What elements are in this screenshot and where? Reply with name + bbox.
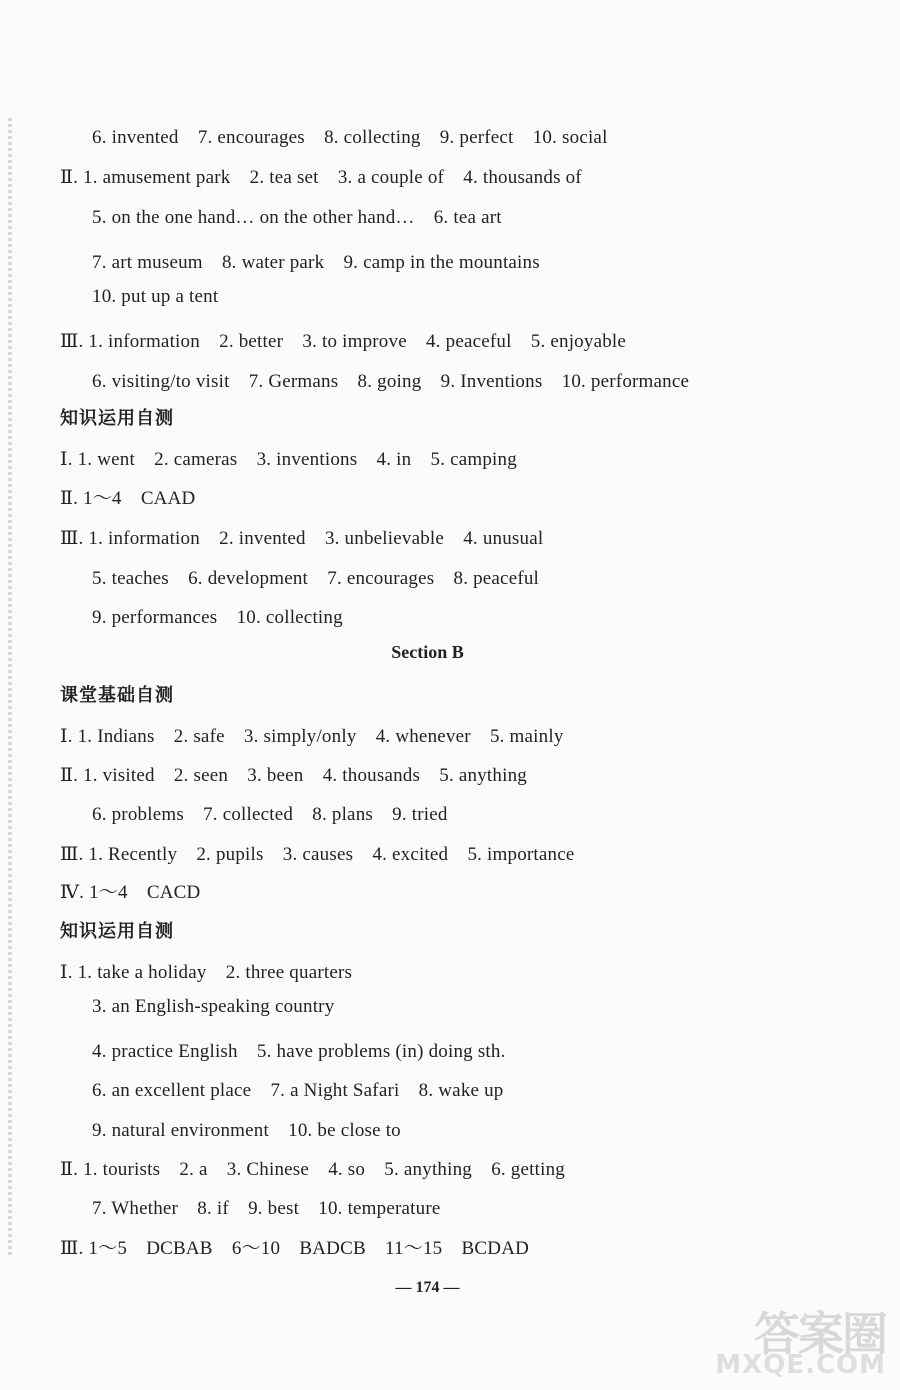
answer-line: Ⅲ. 1. information 2. better 3. to improve 4. peaceful 5. enjoyable [60,331,627,352]
answer-line: Ⅰ. 1. take a holiday 2. three quarters [60,962,353,983]
answer-line: 7. Whether 8. if 9. best 10. temperature [92,1198,441,1219]
answer-line: Ⅰ. 1. went 2. cameras 3. inventions 4. in 5. camping [60,449,517,470]
answer-line: Ⅰ. 1. Indians 2. safe 3. simply/only 4. whenever 5. mainly [60,726,564,747]
page-number: — 174 — [395,1279,460,1296]
section-heading: 知识运用自测 [60,921,174,942]
answer-line: 10. put up a tent [92,286,219,307]
answer-line: Ⅱ. 1～4 CAAD [60,488,196,509]
answer-line: Ⅲ. 1. information 2. invented 3. unbelievable 4. unusual [60,528,544,549]
answer-line: 5. on the one hand… on the other hand… 6. tea art [92,207,502,228]
watermark-top-text: 答案圈 [754,1307,886,1361]
section-heading: 课堂基础自测 [60,685,174,706]
answer-line: 7. art museum 8. water park 9. camp in the mountains [92,252,540,273]
section-title: Section B [391,642,464,662]
answer-line: Ⅱ. 1. amusement park 2. tea set 3. a couple of 4. thousands of [60,167,582,188]
answer-line: 6. an excellent place 7. a Night Safari 8. wake up [92,1080,504,1101]
answer-line: 6. problems 7. collected 8. plans 9. tried [92,804,448,825]
answer-line: Ⅲ. 1～5 DCBAB 6～10 BADCB 11～15 BCDAD [60,1238,530,1259]
answer-line: Ⅱ. 1. visited 2. seen 3. been 4. thousands 5. anything [60,765,527,786]
answer-line: 9. performances 10. collecting [92,607,343,628]
answer-line: 6. visiting/to visit 7. Germans 8. going 9. Inventions 10. performance [92,371,690,392]
answer-line: 6. invented 7. encourages 8. collecting 9. perfect 10. social [92,127,608,148]
watermark-logo [706,1298,886,1382]
answer-line: Ⅳ. 1～4 CACD [60,882,201,903]
answer-line: 4. practice English 5. have problems (in) doing sth. [92,1041,506,1062]
answer-line: 3. an English-speaking country [92,996,335,1017]
answer-line: 5. teaches 6. development 7. encourages 8. peaceful [92,568,540,589]
answer-line: Ⅲ. 1. Recently 2. pupils 3. causes 4. excited 5. importance [60,844,575,865]
section-heading: 知识运用自测 [60,408,174,429]
answer-line: Ⅱ. 1. tourists 2. a 3. Chinese 4. so 5. anything 6. getting [60,1159,565,1180]
margin-dotted-line [8,118,12,1258]
answer-line: 9. natural environment 10. be close to [92,1120,401,1141]
watermark-bottom-text: MXQE.COM [715,1350,886,1380]
